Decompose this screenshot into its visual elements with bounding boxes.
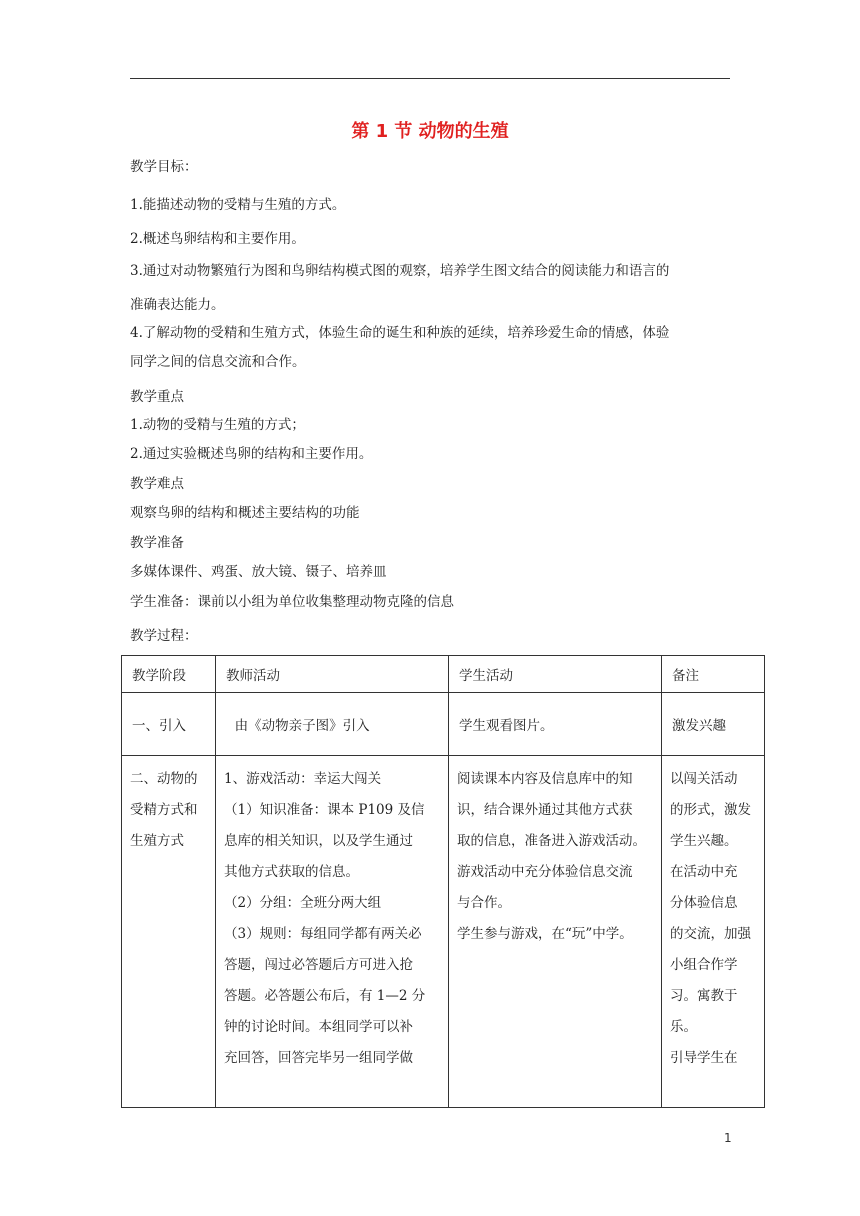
text-line: 1.动物的受精与生殖的方式； bbox=[130, 417, 305, 433]
text-line: 观察鸟卵的结构和概述主要结构的功能 bbox=[130, 505, 360, 521]
text-line: 2.概述鸟卵结构和主要作用。 bbox=[130, 231, 305, 247]
cell-line: 游戏活动中充分体验信息交流 bbox=[457, 864, 633, 880]
cell-line: 的交流，加强 bbox=[670, 926, 751, 942]
intro-stage: 一、引入 bbox=[122, 693, 216, 756]
lesson-process-table bbox=[121, 655, 765, 1108]
cell-line: 息库的相关知识，以及学生通过 bbox=[224, 833, 413, 849]
cell-line: 乐。 bbox=[670, 1019, 697, 1035]
header-teacher: 教师活动 bbox=[216, 656, 449, 693]
cell-line: 在活动中充 bbox=[670, 864, 738, 880]
text-line: 2.通过实验概述鸟卵的结构和主要作用。 bbox=[130, 446, 373, 462]
text-line: 准确表达能力。 bbox=[130, 297, 225, 313]
text-line: 1.能描述动物的受精与生殖的方式。 bbox=[130, 197, 346, 213]
intro-student: 学生观看图片。 bbox=[449, 693, 662, 756]
text-line: 教学重点 bbox=[130, 389, 184, 405]
main-teacher-cell bbox=[216, 756, 449, 1108]
text-line: 学生准备：课前以小组为单位收集整理动物克隆的信息 bbox=[130, 594, 454, 610]
main-student-cell bbox=[449, 756, 662, 1108]
cell-line: 学生参与游戏，在“玩”中学。 bbox=[457, 926, 633, 942]
intro-notes: 激发兴趣 bbox=[662, 693, 765, 756]
text-line: 4.了解动物的受精和生殖方式，体验生命的诞生和种族的延续，培养珍爱生命的情感，体验 bbox=[130, 325, 670, 341]
cell-line: 钟的讨论时间。本组同学可以补 bbox=[224, 1019, 413, 1035]
cell-line: 答题，闯过必答题后方可进入抢 bbox=[224, 957, 413, 973]
cell-line: 的形式，激发 bbox=[670, 802, 751, 818]
header-rule bbox=[130, 78, 730, 79]
cell-line: 其他方式获取的信息。 bbox=[224, 864, 359, 880]
page-title: 第 1 节 动物的生殖 bbox=[351, 121, 509, 142]
text-line: 教学目标： bbox=[130, 159, 198, 175]
text-line: 教学过程： bbox=[130, 628, 198, 644]
cell-line: 充回答，回答完毕另一组同学做 bbox=[224, 1050, 413, 1066]
cell-line: 引导学生在 bbox=[670, 1050, 738, 1066]
cell-line: 识，结合课外通过其他方式获 bbox=[457, 802, 633, 818]
page-number: 1 bbox=[724, 1131, 732, 1145]
cell-line: （2）分组：全班分两大组 bbox=[224, 895, 382, 911]
text-line: 教学准备 bbox=[130, 535, 184, 551]
cell-line: 以闯关活动 bbox=[670, 771, 738, 787]
cell-line: 受精方式和 bbox=[130, 802, 198, 818]
header-notes: 备注 bbox=[662, 656, 765, 693]
table-header-row bbox=[122, 656, 765, 693]
header-student: 学生活动 bbox=[449, 656, 662, 693]
table-row bbox=[122, 693, 765, 756]
cell-line: （3）规则：每组同学都有两关必 bbox=[224, 926, 422, 942]
cell-line: 分体验信息 bbox=[670, 895, 738, 911]
cell-line: 学生兴趣。 bbox=[670, 833, 738, 849]
cell-line: 二、动物的 bbox=[130, 771, 198, 787]
header-stage: 教学阶段 bbox=[122, 656, 216, 693]
intro-teacher: 由《动物亲子图》引入 bbox=[216, 693, 449, 756]
cell-line: 生殖方式 bbox=[130, 833, 184, 849]
cell-line: 阅读课本内容及信息库中的知 bbox=[457, 771, 633, 787]
cell-line: 答题。必答题公布后，有 1—2 分 bbox=[224, 988, 426, 1004]
text-line: 同学之间的信息交流和合作。 bbox=[130, 354, 306, 370]
cell-line: 小组合作学 bbox=[670, 957, 738, 973]
cell-line: （1）知识准备：课本 P109 及信 bbox=[224, 802, 425, 818]
text-line: 3.通过对动物繁殖行为图和鸟卵结构模式图的观察，培养学生图文结合的阅读能力和语言的 bbox=[130, 263, 670, 279]
main-notes-cell bbox=[662, 756, 765, 1108]
text-line: 教学难点 bbox=[130, 476, 184, 492]
cell-line: 与合作。 bbox=[457, 895, 511, 911]
table-row bbox=[122, 756, 765, 1108]
cell-line: 习。寓教于 bbox=[670, 988, 738, 1004]
cell-line: 1、游戏活动：幸运大闯关 bbox=[224, 771, 382, 787]
cell-line: 取的信息，准备进入游戏活动。 bbox=[457, 833, 646, 849]
text-line: 多媒体课件、鸡蛋、放大镜、镊子、培养皿 bbox=[130, 564, 387, 580]
main-stage-cell bbox=[122, 756, 216, 1108]
